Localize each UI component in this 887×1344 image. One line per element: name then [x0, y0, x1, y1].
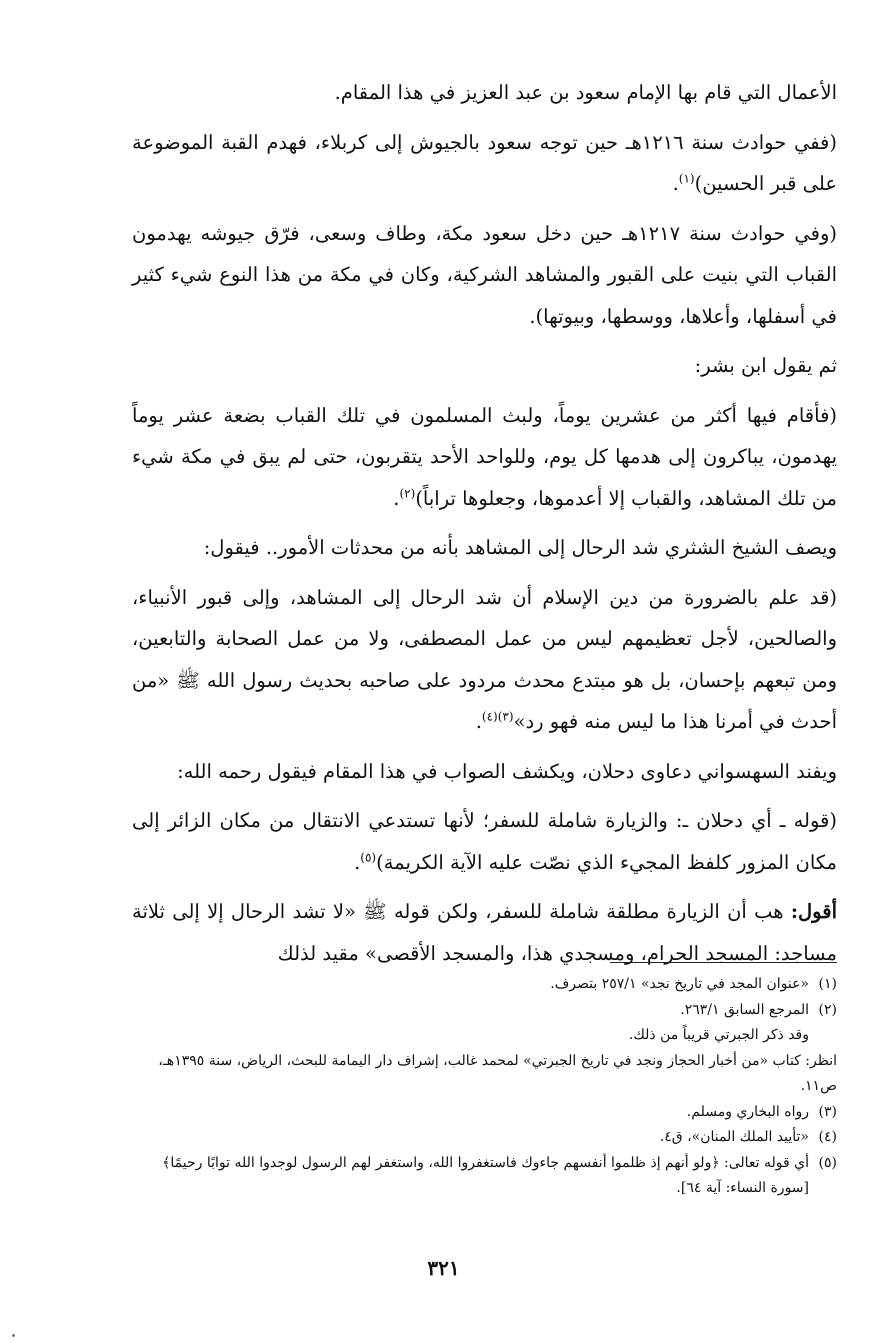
paragraph-text: (قوله ـ أي دحلان ـ: والزيارة شاملة للسفر؛ لأنها تستدعي الانتقال من مكان الزائر إلى مكان المزور كلفظ المجيء الذي نصّت عليه الآية الكريمة): [132, 809, 837, 874]
paragraph-text: ويصف الشيخ الشثري شد الرحال إلى المشاهد بأنه من محدثات الأمور.. فيقول:: [203, 536, 837, 559]
paragraph-text: (وفي حوادث سنة ١٢١٧هـ حين دخل سعود مكة، وطاف وسعى، فرّق جيوشه يهدمون القباب التي بنيت على القبور والمشاهد الشركية، وكان في مكة من هذا النوع شيء كثير في أسفلها، وأعلاها، ووسطها، وبيوتها).: [132, 221, 837, 328]
footnote-number: (٥): [818, 1154, 837, 1171]
footnote-ref: (٥): [360, 850, 377, 864]
footnote-ref: (١): [678, 171, 695, 186]
paragraph-text: الأعمال التي قام بها الإمام سعود بن عبد العزيز في هذا المقام.: [334, 81, 837, 104]
main-text: [132, 72, 837, 982]
paragraph-lead: أقول:: [790, 900, 837, 923]
footnote-2-continuation: [132, 1023, 837, 1049]
footnotes: [132, 972, 837, 1202]
page-number: ٣٢١: [427, 1256, 460, 1280]
paragraph-text: (ففي حوادث سنة ١٢١٦هـ حين توجه سعود بالجيوش إلى كربلاء، فهدم القبة الموضوعة على قبر الحسين): [132, 130, 837, 195]
paragraph-1: [132, 72, 837, 114]
paragraph-7: (قد علم بالضرورة من دين الإسلام أن شد الرحال إلى المشاهد، وإلى قبور الأنبياء، والصالحين، لأجل تعظيمهم ليس من عمل المصطفى، ولا من عمل الصحابة والتابعين، ومن تبعهم بإحسان، بل هو مبتدع محدث مردود على صاحبه بحديث رسول الله ﷺ «من أحدث في أمرنا هذا ما ليس منه فهو رد»$^{(٣)(٤)}$.: [132, 585, 837, 733]
paragraph-text: ثم يقول ابن بشر:: [694, 354, 837, 377]
footnote-ref: (٣)(٤): [481, 709, 514, 724]
footnote-text: وقد ذكر الجبرتي قريباً من ذلك.: [628, 1027, 809, 1043]
footnote-1: [132, 972, 837, 998]
footnote-number: (٤): [818, 1129, 837, 1145]
footnote-text: رواه البخاري ومسلم.: [686, 1103, 809, 1120]
paragraph-text: (قد علم بالضرورة من دين الإسلام أن شد الرحال إلى المشاهد، وإلى قبور الأنبياء، والصالحين، لأجل تعظيمهم ليس من عمل المصطفى، ولا من عمل الصحابة والتابعين، ومن تبعهم بإحسان، بل هو مبتدع محدث مردود على صاحبه بحديث رسول الله ﷺ «من أحدث في أمرنا هذا ما ليس منه فهو رد»: [132, 585, 837, 733]
footnote-text: «تأييد الملك المنان»، ق٤.: [659, 1129, 809, 1145]
paragraph-9: (قوله ـ أي دحلان ـ: والزيارة شاملة للسفر؛ لأنها تستدعي الانتقال من مكان الزائر إلى مكان المزور كلفظ المجيء الذي نصّت عليه الآية الكريمة)$^{(٥)}$.: [132, 809, 837, 874]
paragraph-text: (فأقام فيها أكثر من عشرين يوماً، ولبث المسلمون في تلك القباب بضعة عشر يوماً يهدمون، يباكرون إلى هدمها كل يوم، وللواحد الأحد يتقربون، حتى لم يبق في مكة شيء من تلك المشاهد، والقباب إلا أعدموها، وجعلوها تراباً): [132, 403, 838, 510]
footnote-4: [132, 1125, 837, 1151]
footnote-separator: [610, 962, 837, 963]
footnote-text: انظر: كتاب «من أخبار الحجاز ونجد في تاريخ الجبرتي» لمحمد غالب، إشراف دار اليمامة للبحث، الرياض، سنة ١٣٩٥هـ، ص١١.: [158, 1052, 837, 1094]
footnote-text: «عنوان المجد في تاريخ نجد» ٢٥٧/١ بتصرف.: [550, 976, 809, 992]
paragraph-6: [132, 527, 837, 569]
paragraph-text: ويفند السهسواني دعاوى دحلان، ويكشف الصواب في هذا المقام فيقول رحمه الله:: [177, 759, 837, 783]
paragraph-5: (فأقام فيها أكثر من عشرين يوماً، ولبث المسلمون في تلك القباب بضعة عشر يوماً يهدمون، يباكرون إلى هدمها كل يوم، وللواحد الأحد يتقربون، حتى لم يبق في مكة شيء من تلك المشاهد، والقباب إلا أعدموها، وجعلوها تراباً)$^{(٢)}$.: [132, 403, 838, 510]
footnote-ref: (٢): [399, 486, 416, 500]
footnote-5: [132, 1151, 837, 1202]
footnote-number: (٢): [818, 1001, 837, 1018]
scan-speck: [12, 1334, 15, 1337]
paragraph-2: (ففي حوادث سنة ١٢١٦هـ حين توجه سعود بالجيوش إلى كربلاء، فهدم القبة الموضوعة على قبر الحسين)$^{(١)}$.: [132, 130, 837, 195]
footnote-number: (٣): [818, 1103, 837, 1120]
paragraph-8: [132, 751, 837, 793]
paragraph-3: [132, 213, 837, 338]
footnote-text: أي قوله تعالى: ﴿ولو أنهم إذ ظلموا أنفسهم جاءوك فاستغفروا الله، واستغفر لهم الرسول لوجدوا الله توابًا رحيمًا﴾ [سورة النساء: آية ٦٤].: [162, 1154, 809, 1196]
footnote-3: [132, 1100, 837, 1126]
footnote-2: [132, 998, 837, 1024]
footnote-text: المرجع السابق ٢٦٣/١.: [680, 1001, 809, 1018]
footnote-number: (١): [818, 976, 837, 992]
footnote-2-reference: [132, 1049, 837, 1100]
paragraph-text: هب أن الزيارة مطلقة شاملة للسفر، ولكن قوله ﷺ «لا تشد الرحال إلا إلى ثلاثة مساجد: المسجد الحرام، ومسجدي هذا، والمسجد الأقصى» مقيد لذلك: [132, 900, 837, 965]
paragraph-4: [132, 345, 837, 387]
